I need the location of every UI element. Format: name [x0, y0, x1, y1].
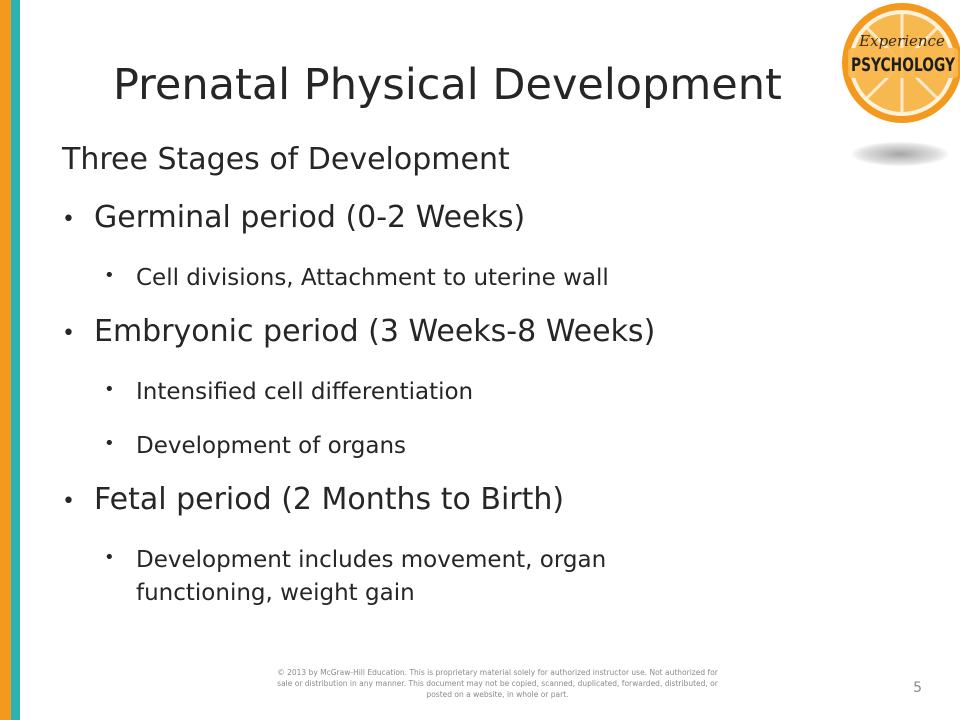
experience-psychology-logo [840, 0, 960, 134]
sub-bullet-development-includes [104, 544, 744, 611]
subheading: Three Stages of Development [62, 142, 510, 177]
copyright-footer: © 2013 by McGraw-Hill Education. This is proprietary material solely for authorized instructor use. Not authorized for sale or distribution in any manner. This document may not be copied, scanned, duplicated, forwarded, distributed, or posted on a website, in whole or part. [277, 668, 718, 699]
sub-bullet-development-of-organs [104, 430, 406, 463]
bullet-text: Fetal period (2 Months to Birth) [94, 482, 565, 517]
bullet-text: Cell divisions, Attachment to uterine wall [136, 265, 609, 291]
bullet-dot: • [104, 433, 115, 454]
bullet-fetal-period [62, 482, 564, 517]
bullet-dot: • [104, 379, 115, 400]
sub-bullet-cell-differentiation [104, 376, 473, 409]
bullet-dot: • [62, 489, 75, 514]
bullet-dot: • [104, 547, 115, 568]
logo-text-psychology: PSYCHOLOGY [851, 54, 956, 76]
bullet-text: Germinal period (0-2 Weeks) [94, 200, 526, 235]
sub-bullet-cell-divisions [104, 262, 609, 295]
side-stripe-teal [11, 0, 20, 720]
bullet-germinal-period [62, 200, 525, 235]
bullet-text: Development includes movement, organ functioning, weight gain [136, 547, 607, 607]
slide-title: Prenatal Physical Development [113, 60, 782, 110]
bullet-text: Development of organs [136, 433, 407, 459]
bullet-text: Intensified cell differentiation [136, 379, 474, 405]
bullet-text: Embryonic period (3 Weeks-8 Weeks) [94, 314, 656, 349]
logo-shadow [852, 142, 948, 166]
bullet-dot: • [62, 207, 75, 232]
bullet-dot: • [62, 321, 75, 346]
page-number: 5 [913, 680, 922, 696]
bullet-dot: • [104, 265, 115, 286]
logo-text-experience: Experience [859, 32, 945, 50]
bullet-embryonic-period [62, 314, 655, 349]
side-stripe-orange [0, 0, 11, 720]
